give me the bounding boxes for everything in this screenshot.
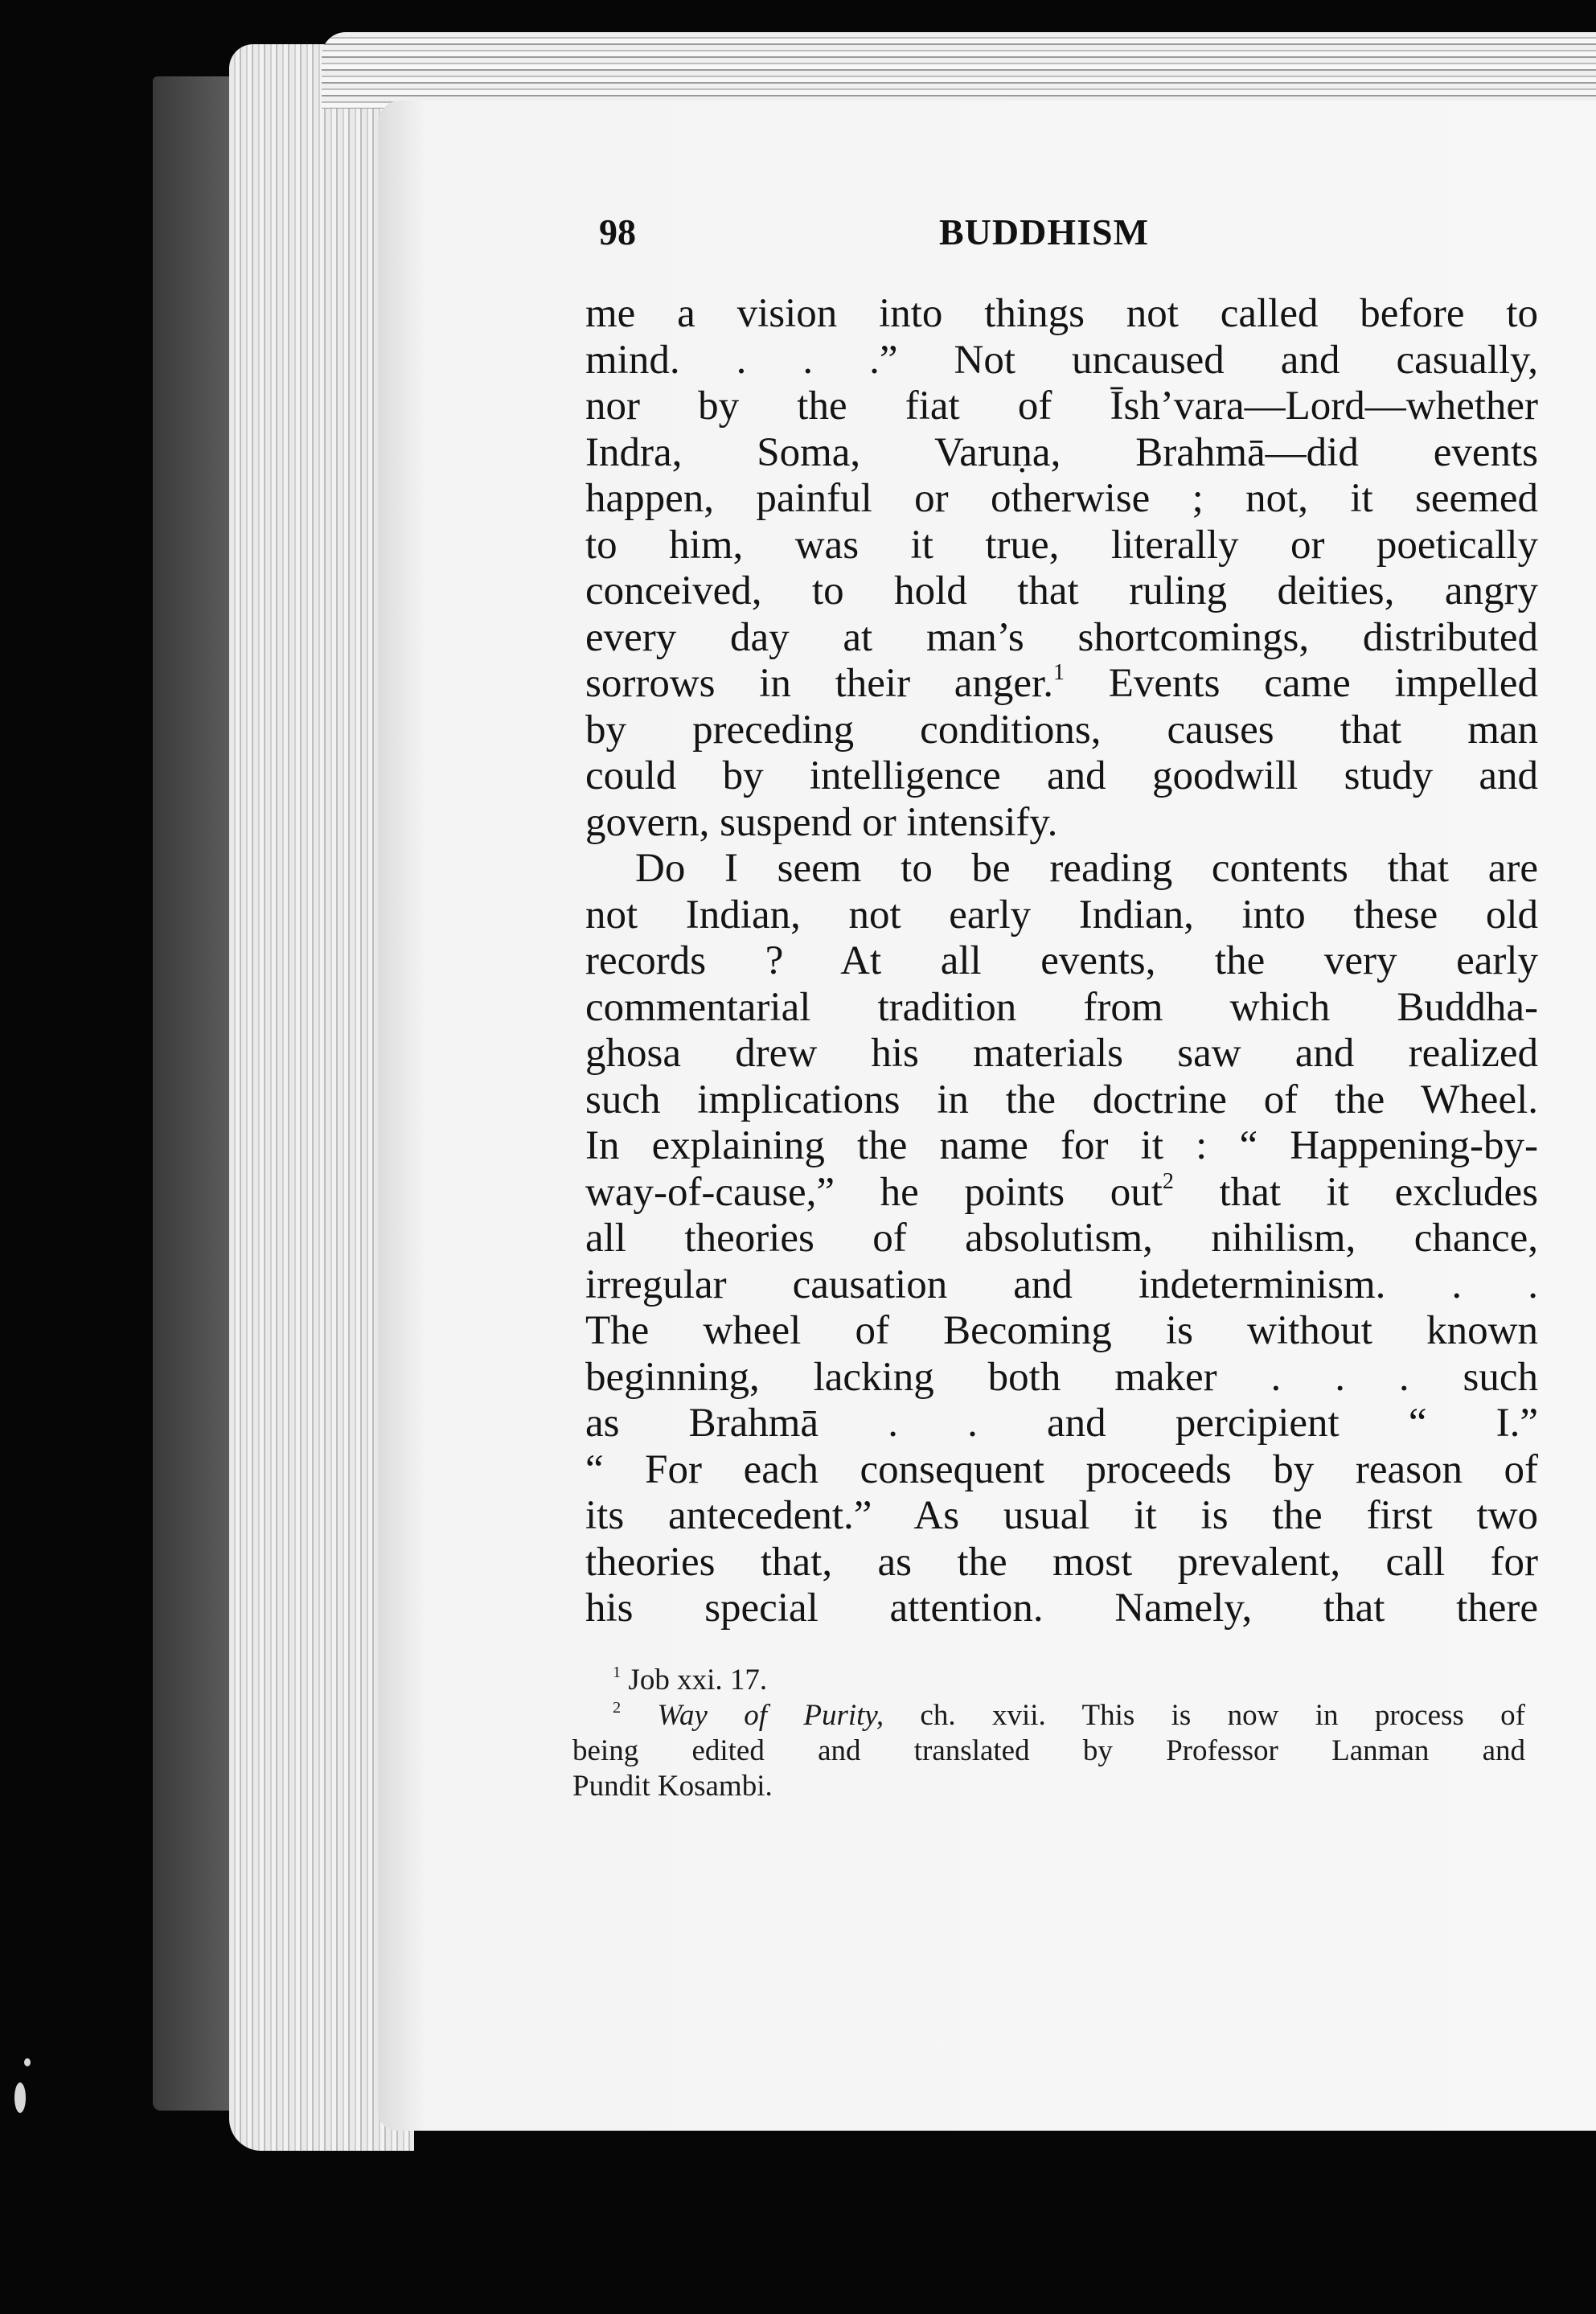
page-header [599,211,1210,267]
text-fragment: sorrows in their anger. [585,661,1053,706]
text-line: The wheel of Becoming is without known [585,1308,1538,1353]
footnote-title: Way of Purity, [657,1699,884,1732]
text-line: to him, was it true, literally or poetically [585,522,1538,568]
footnote-2-cont: Pundit Kosambi. [572,1770,773,1803]
text-line: happen, painful or otherwise ; not, it seemed [585,476,1538,521]
paragraph-start-line: Do I seem to be reading contents that are [635,846,1538,891]
text-line: conceived, to hold that ruling deities, angry [585,568,1538,613]
body-text [585,291,1538,1632]
text-line: its antecedent.” As usual it is the first two [585,1493,1538,1538]
text-line: as Brahmā . . and percipient “ I.” [585,1401,1538,1446]
text-line: his special attention. Namely, that there [585,1586,1538,1631]
text-line: irregular causation and indeterminism. . . [585,1262,1538,1307]
text-line: me a vision into things not called before to [585,291,1538,336]
text-line: theories that, as the most prevalent, call for [585,1539,1538,1585]
text-line: such implications in the doctrine of the Wheel. [585,1077,1538,1122]
text-line: all theories of absolutism, nihilism, chance, [585,1216,1538,1261]
footnote-marker: 1 [613,1663,622,1681]
running-title: BUDDHISM [939,211,1150,252]
scan-speck [14,2082,26,2113]
text-line: mind. . . .” Not uncaused and casually, [585,337,1538,383]
page-stack-top-edges [322,32,1596,109]
text-line: “ For each consequent proceeds by reason of [585,1446,1538,1492]
text-fragment: way-of-cause,” he points out [585,1169,1163,1215]
footnote-marker: 2 [613,1698,622,1717]
scan-speck [24,2058,31,2066]
footnote-ref-2: 2 [1162,1168,1174,1194]
text-fragment: Events came impelled [1065,661,1538,706]
text-line: commentarial tradition from which Buddha- [585,984,1538,1030]
text-fragment: that it excludes [1173,1169,1538,1215]
text-line: every day at man’s shortcomings, distributed [585,614,1538,660]
text-line: ghosa drew his materials saw and realized [585,1031,1538,1076]
text-line: In explaining the name for it : “ Happening-by- [585,1123,1538,1168]
text-line: nor by the fiat of Īsh’vara—Lord—whether [585,384,1538,429]
footnote-text: ch. xvii. This is now in process of [884,1699,1525,1732]
text-line: records ? At all events, the very early [585,938,1538,983]
footnote-text: Job xxi. 17. [628,1664,768,1697]
text-line [585,661,1538,708]
text-line: Indra, Soma, Varuṇa, Brahmā—did events [585,429,1538,475]
text-line: not Indian, not early Indian, into these old [585,892,1538,937]
footnote-1 [572,1663,1525,1698]
text-line: govern, suspend or intensify. [585,799,1058,845]
page-number: 98 [599,211,636,252]
footnotes [572,1663,1525,1804]
text-line: by preceding conditions, causes that man [585,707,1538,753]
text-line: could by intelligence and goodwill study and [585,753,1538,798]
text-line: beginning, lacking both maker . . . such [585,1354,1538,1400]
footnote-2 [572,1698,1525,1733]
footnote-2-cont: being edited and translated by Professor Lanman and [572,1734,1525,1767]
text-line [585,1170,1538,1216]
footnote-ref-1: 1 [1052,659,1065,685]
